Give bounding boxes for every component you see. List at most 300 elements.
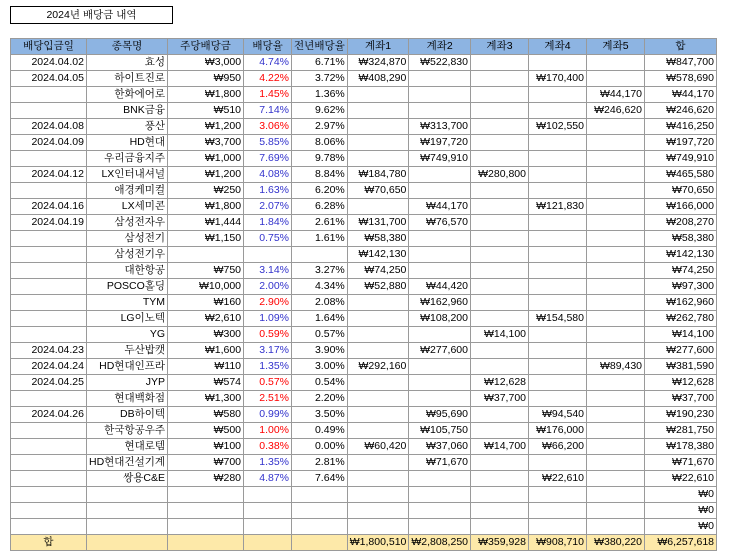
cell-account1[interactable] (347, 311, 409, 327)
cell-sum[interactable]: ₩197,720 (645, 135, 717, 151)
cell-account5[interactable] (587, 231, 645, 247)
cell-date[interactable]: 2024.04.24 (11, 359, 87, 375)
cell-date[interactable] (11, 311, 87, 327)
total-account3[interactable]: ₩359,928 (471, 535, 529, 551)
cell-account2[interactable]: ₩197,720 (409, 135, 471, 151)
cell-account2[interactable] (409, 231, 471, 247)
cell-date[interactable] (11, 183, 87, 199)
cell-prev-rate[interactable]: 8.06% (292, 135, 348, 151)
total-account5[interactable]: ₩380,220 (587, 535, 645, 551)
cell-date[interactable] (11, 151, 87, 167)
cell-sum[interactable]: ₩0 (645, 503, 717, 519)
cell-stock-name[interactable]: TYM (87, 295, 168, 311)
total-empty-cell[interactable] (244, 535, 292, 551)
cell-account3[interactable] (471, 519, 529, 535)
cell-date[interactable]: 2024.04.09 (11, 135, 87, 151)
cell-rate[interactable]: 1.35% (244, 359, 292, 375)
cell-stock-name[interactable]: HD현대인프라 (87, 359, 168, 375)
cell-account1[interactable] (347, 471, 409, 487)
cell-account2[interactable]: ₩162,960 (409, 295, 471, 311)
cell-dps[interactable]: ₩300 (168, 327, 244, 343)
cell-account3[interactable]: ₩14,700 (471, 439, 529, 455)
header-sum[interactable]: 합 (645, 39, 717, 55)
cell-stock-name[interactable]: HD현대 (87, 135, 168, 151)
cell-account2[interactable]: ₩105,750 (409, 423, 471, 439)
total-account2[interactable]: ₩2,808,250 (409, 535, 471, 551)
cell-account5[interactable] (587, 135, 645, 151)
cell-account2[interactable]: ₩37,060 (409, 439, 471, 455)
cell-sum[interactable]: ₩70,650 (645, 183, 717, 199)
total-empty-cell[interactable] (87, 535, 168, 551)
cell-stock-name[interactable]: BNK금융 (87, 103, 168, 119)
cell-rate[interactable]: 4.87% (244, 471, 292, 487)
cell-sum[interactable]: ₩166,000 (645, 199, 717, 215)
header-account3[interactable]: 계좌3 (471, 39, 529, 55)
cell-account3[interactable] (471, 199, 529, 215)
cell-date[interactable]: 2024.04.16 (11, 199, 87, 215)
cell-account4[interactable] (529, 55, 587, 71)
cell-date[interactable] (11, 87, 87, 103)
cell-dps[interactable]: ₩580 (168, 407, 244, 423)
cell-dps[interactable]: ₩280 (168, 471, 244, 487)
cell-rate[interactable]: 2.90% (244, 295, 292, 311)
total-label[interactable]: 합 (11, 535, 87, 551)
cell-sum[interactable]: ₩416,250 (645, 119, 717, 135)
cell-account2[interactable]: ₩313,700 (409, 119, 471, 135)
cell-account1[interactable] (347, 455, 409, 471)
cell-prev-rate[interactable]: 0.49% (292, 423, 348, 439)
cell-sum[interactable]: ₩749,910 (645, 151, 717, 167)
cell-dps[interactable] (168, 519, 244, 535)
cell-sum[interactable]: ₩0 (645, 519, 717, 535)
cell-rate[interactable]: 4.74% (244, 55, 292, 71)
cell-account5[interactable] (587, 167, 645, 183)
cell-account2[interactable]: ₩108,200 (409, 311, 471, 327)
cell-stock-name[interactable]: 삼성전자우 (87, 215, 168, 231)
cell-account4[interactable] (529, 135, 587, 151)
cell-rate[interactable] (244, 247, 292, 263)
cell-rate[interactable]: 2.00% (244, 279, 292, 295)
cell-account1[interactable]: ₩324,870 (347, 55, 409, 71)
cell-sum[interactable]: ₩162,960 (645, 295, 717, 311)
cell-dps[interactable]: ₩3,000 (168, 55, 244, 71)
cell-account5[interactable] (587, 327, 645, 343)
cell-date[interactable] (11, 423, 87, 439)
cell-account5[interactable] (587, 279, 645, 295)
cell-account4[interactable] (529, 487, 587, 503)
cell-account4[interactable] (529, 279, 587, 295)
cell-account4[interactable]: ₩176,000 (529, 423, 587, 439)
cell-sum[interactable]: ₩44,170 (645, 87, 717, 103)
cell-account1[interactable] (347, 343, 409, 359)
cell-prev-rate[interactable]: 2.20% (292, 391, 348, 407)
cell-account3[interactable] (471, 295, 529, 311)
cell-date[interactable] (11, 231, 87, 247)
cell-sum[interactable]: ₩37,700 (645, 391, 717, 407)
cell-account3[interactable]: ₩12,628 (471, 375, 529, 391)
cell-account4[interactable] (529, 263, 587, 279)
cell-date[interactable] (11, 295, 87, 311)
cell-stock-name[interactable] (87, 487, 168, 503)
total-sum[interactable]: ₩6,257,618 (645, 535, 717, 551)
cell-account2[interactable] (409, 327, 471, 343)
cell-account5[interactable] (587, 71, 645, 87)
cell-account4[interactable]: ₩94,540 (529, 407, 587, 423)
cell-account3[interactable] (471, 247, 529, 263)
cell-rate[interactable]: 5.85% (244, 135, 292, 151)
cell-rate[interactable] (244, 519, 292, 535)
cell-prev-rate[interactable]: 3.27% (292, 263, 348, 279)
cell-dps[interactable]: ₩750 (168, 263, 244, 279)
cell-account3[interactable] (471, 487, 529, 503)
cell-account3[interactable] (471, 215, 529, 231)
cell-account3[interactable] (471, 87, 529, 103)
cell-prev-rate[interactable]: 8.84% (292, 167, 348, 183)
cell-account1[interactable] (347, 119, 409, 135)
cell-dps[interactable]: ₩10,000 (168, 279, 244, 295)
cell-sum[interactable]: ₩381,590 (645, 359, 717, 375)
cell-sum[interactable]: ₩277,600 (645, 343, 717, 359)
cell-account4[interactable] (529, 327, 587, 343)
cell-account1[interactable] (347, 503, 409, 519)
cell-account1[interactable]: ₩52,880 (347, 279, 409, 295)
cell-account4[interactable] (529, 87, 587, 103)
cell-prev-rate[interactable]: 0.00% (292, 439, 348, 455)
cell-account5[interactable] (587, 55, 645, 71)
cell-account2[interactable] (409, 247, 471, 263)
cell-stock-name[interactable]: 한화에어로 (87, 87, 168, 103)
cell-account3[interactable]: ₩14,100 (471, 327, 529, 343)
cell-account4[interactable] (529, 455, 587, 471)
cell-prev-rate[interactable]: 2.97% (292, 119, 348, 135)
cell-account5[interactable] (587, 119, 645, 135)
cell-account5[interactable] (587, 439, 645, 455)
cell-sum[interactable]: ₩142,130 (645, 247, 717, 263)
cell-account3[interactable] (471, 71, 529, 87)
cell-account5[interactable] (587, 263, 645, 279)
cell-account5[interactable]: ₩246,620 (587, 103, 645, 119)
header-rate[interactable]: 배당율 (244, 39, 292, 55)
cell-account5[interactable] (587, 247, 645, 263)
cell-account5[interactable] (587, 423, 645, 439)
cell-stock-name[interactable]: 두산밥캣 (87, 343, 168, 359)
cell-prev-rate[interactable]: 1.64% (292, 311, 348, 327)
cell-account4[interactable]: ₩22,610 (529, 471, 587, 487)
cell-stock-name[interactable]: 풍산 (87, 119, 168, 135)
cell-account2[interactable] (409, 87, 471, 103)
header-account2[interactable]: 계좌2 (409, 39, 471, 55)
cell-rate[interactable]: 0.59% (244, 327, 292, 343)
cell-date[interactable]: 2024.04.02 (11, 55, 87, 71)
cell-account4[interactable]: ₩154,580 (529, 311, 587, 327)
cell-sum[interactable]: ₩208,270 (645, 215, 717, 231)
cell-date[interactable]: 2024.04.19 (11, 215, 87, 231)
cell-dps[interactable]: ₩1,800 (168, 199, 244, 215)
cell-account5[interactable] (587, 343, 645, 359)
cell-account4[interactable] (529, 103, 587, 119)
cell-rate[interactable]: 1.35% (244, 455, 292, 471)
cell-rate[interactable]: 1.09% (244, 311, 292, 327)
cell-account4[interactable] (529, 183, 587, 199)
cell-account3[interactable] (471, 423, 529, 439)
cell-account2[interactable]: ₩44,170 (409, 199, 471, 215)
header-account4[interactable]: 계좌4 (529, 39, 587, 55)
cell-account2[interactable]: ₩749,910 (409, 151, 471, 167)
cell-account1[interactable]: ₩74,250 (347, 263, 409, 279)
cell-stock-name[interactable] (87, 503, 168, 519)
cell-account5[interactable] (587, 311, 645, 327)
cell-account1[interactable]: ₩60,420 (347, 439, 409, 455)
cell-sum[interactable]: ₩74,250 (645, 263, 717, 279)
cell-sum[interactable]: ₩178,380 (645, 439, 717, 455)
cell-account2[interactable] (409, 183, 471, 199)
cell-account2[interactable]: ₩76,570 (409, 215, 471, 231)
cell-sum[interactable]: ₩58,380 (645, 231, 717, 247)
cell-date[interactable] (11, 279, 87, 295)
cell-account2[interactable]: ₩71,670 (409, 455, 471, 471)
cell-stock-name[interactable]: 하이트진로 (87, 71, 168, 87)
cell-rate[interactable] (244, 503, 292, 519)
cell-rate[interactable]: 4.22% (244, 71, 292, 87)
cell-account1[interactable]: ₩184,780 (347, 167, 409, 183)
cell-prev-rate[interactable]: 3.00% (292, 359, 348, 375)
cell-account5[interactable] (587, 407, 645, 423)
cell-sum[interactable]: ₩14,100 (645, 327, 717, 343)
cell-account1[interactable]: ₩142,130 (347, 247, 409, 263)
cell-rate[interactable]: 1.63% (244, 183, 292, 199)
cell-prev-rate[interactable]: 0.57% (292, 327, 348, 343)
cell-account3[interactable] (471, 471, 529, 487)
cell-sum[interactable]: ₩190,230 (645, 407, 717, 423)
cell-account3[interactable] (471, 183, 529, 199)
total-account1[interactable]: ₩1,800,510 (347, 535, 409, 551)
cell-account1[interactable] (347, 199, 409, 215)
cell-account1[interactable]: ₩408,290 (347, 71, 409, 87)
cell-prev-rate[interactable]: 3.90% (292, 343, 348, 359)
cell-account2[interactable] (409, 359, 471, 375)
cell-rate[interactable]: 3.14% (244, 263, 292, 279)
cell-prev-rate[interactable] (292, 519, 348, 535)
cell-prev-rate[interactable]: 6.28% (292, 199, 348, 215)
cell-date[interactable] (11, 487, 87, 503)
cell-account2[interactable] (409, 471, 471, 487)
cell-stock-name[interactable]: 한국항공우주 (87, 423, 168, 439)
cell-account4[interactable] (529, 231, 587, 247)
cell-stock-name[interactable]: 효성 (87, 55, 168, 71)
cell-account1[interactable] (347, 87, 409, 103)
cell-stock-name[interactable]: 대한항공 (87, 263, 168, 279)
cell-stock-name[interactable]: POSCO홀딩 (87, 279, 168, 295)
cell-rate[interactable]: 0.99% (244, 407, 292, 423)
cell-account2[interactable] (409, 487, 471, 503)
cell-rate[interactable]: 0.57% (244, 375, 292, 391)
cell-account5[interactable] (587, 215, 645, 231)
cell-account3[interactable] (471, 343, 529, 359)
cell-date[interactable]: 2024.04.08 (11, 119, 87, 135)
cell-account5[interactable] (587, 199, 645, 215)
cell-sum[interactable]: ₩22,610 (645, 471, 717, 487)
cell-stock-name[interactable]: LX세미콘 (87, 199, 168, 215)
cell-prev-rate[interactable]: 6.20% (292, 183, 348, 199)
cell-account1[interactable] (347, 407, 409, 423)
cell-dps[interactable]: ₩110 (168, 359, 244, 375)
cell-rate[interactable]: 1.45% (244, 87, 292, 103)
cell-prev-rate[interactable]: 0.54% (292, 375, 348, 391)
cell-stock-name[interactable]: HD현대건설기계 (87, 455, 168, 471)
cell-account5[interactable] (587, 503, 645, 519)
cell-account4[interactable] (529, 391, 587, 407)
cell-account5[interactable]: ₩44,170 (587, 87, 645, 103)
cell-account3[interactable] (471, 279, 529, 295)
cell-account2[interactable] (409, 519, 471, 535)
cell-account3[interactable]: ₩280,800 (471, 167, 529, 183)
cell-account2[interactable] (409, 503, 471, 519)
cell-account1[interactable]: ₩292,160 (347, 359, 409, 375)
cell-account1[interactable] (347, 487, 409, 503)
cell-account2[interactable]: ₩95,690 (409, 407, 471, 423)
cell-account2[interactable]: ₩44,420 (409, 279, 471, 295)
cell-dps[interactable]: ₩100 (168, 439, 244, 455)
cell-account3[interactable] (471, 503, 529, 519)
total-account4[interactable]: ₩908,710 (529, 535, 587, 551)
cell-account5[interactable] (587, 519, 645, 535)
cell-prev-rate[interactable]: 7.64% (292, 471, 348, 487)
cell-date[interactable] (11, 391, 87, 407)
cell-stock-name[interactable]: 삼성전기 (87, 231, 168, 247)
cell-account3[interactable] (471, 311, 529, 327)
cell-account5[interactable]: ₩89,430 (587, 359, 645, 375)
cell-account4[interactable] (529, 215, 587, 231)
cell-account1[interactable] (347, 423, 409, 439)
cell-account2[interactable] (409, 375, 471, 391)
cell-dps[interactable]: ₩160 (168, 295, 244, 311)
cell-account2[interactable] (409, 71, 471, 87)
cell-dps[interactable]: ₩2,610 (168, 311, 244, 327)
cell-account2[interactable] (409, 391, 471, 407)
cell-dps[interactable]: ₩1,000 (168, 151, 244, 167)
header-dps[interactable]: 주당배당금 (168, 39, 244, 55)
cell-dps[interactable]: ₩500 (168, 423, 244, 439)
cell-rate[interactable]: 3.17% (244, 343, 292, 359)
cell-rate[interactable]: 2.51% (244, 391, 292, 407)
cell-account3[interactable]: ₩37,700 (471, 391, 529, 407)
cell-account4[interactable] (529, 503, 587, 519)
cell-prev-rate[interactable]: 2.61% (292, 215, 348, 231)
cell-dps[interactable]: ₩510 (168, 103, 244, 119)
header-account1[interactable]: 계좌1 (347, 39, 409, 55)
cell-dps[interactable]: ₩3,700 (168, 135, 244, 151)
cell-date[interactable] (11, 519, 87, 535)
cell-prev-rate[interactable] (292, 503, 348, 519)
cell-dps[interactable]: ₩1,600 (168, 343, 244, 359)
cell-account1[interactable] (347, 295, 409, 311)
cell-rate[interactable]: 1.84% (244, 215, 292, 231)
cell-prev-rate[interactable] (292, 487, 348, 503)
cell-account1[interactable] (347, 135, 409, 151)
header-prev-rate[interactable]: 전년배당율 (292, 39, 348, 55)
cell-rate[interactable]: 4.08% (244, 167, 292, 183)
cell-prev-rate[interactable]: 1.36% (292, 87, 348, 103)
cell-dps[interactable]: ₩950 (168, 71, 244, 87)
cell-date[interactable]: 2024.04.25 (11, 375, 87, 391)
cell-account2[interactable] (409, 103, 471, 119)
header-account5[interactable]: 계좌5 (587, 39, 645, 55)
cell-prev-rate[interactable]: 3.72% (292, 71, 348, 87)
cell-rate[interactable]: 3.06% (244, 119, 292, 135)
cell-account3[interactable] (471, 119, 529, 135)
cell-account2[interactable] (409, 167, 471, 183)
cell-dps[interactable]: ₩700 (168, 455, 244, 471)
cell-account3[interactable] (471, 231, 529, 247)
cell-dps[interactable]: ₩1,200 (168, 119, 244, 135)
cell-account1[interactable] (347, 327, 409, 343)
cell-stock-name[interactable]: LG이노텍 (87, 311, 168, 327)
cell-account1[interactable] (347, 103, 409, 119)
cell-rate[interactable]: 7.69% (244, 151, 292, 167)
cell-prev-rate[interactable]: 9.78% (292, 151, 348, 167)
cell-account3[interactable] (471, 407, 529, 423)
cell-dps[interactable]: ₩1,150 (168, 231, 244, 247)
cell-account2[interactable] (409, 263, 471, 279)
cell-account5[interactable] (587, 471, 645, 487)
cell-account3[interactable] (471, 151, 529, 167)
cell-account5[interactable] (587, 391, 645, 407)
cell-dps[interactable] (168, 487, 244, 503)
cell-stock-name[interactable]: 현대백화점 (87, 391, 168, 407)
cell-prev-rate[interactable]: 3.50% (292, 407, 348, 423)
cell-account5[interactable] (587, 183, 645, 199)
cell-prev-rate[interactable]: 2.08% (292, 295, 348, 311)
cell-stock-name[interactable]: 우리금융지주 (87, 151, 168, 167)
cell-date[interactable] (11, 103, 87, 119)
cell-account1[interactable] (347, 375, 409, 391)
cell-rate[interactable]: 2.07% (244, 199, 292, 215)
cell-sum[interactable]: ₩281,750 (645, 423, 717, 439)
cell-prev-rate[interactable] (292, 247, 348, 263)
cell-account1[interactable]: ₩58,380 (347, 231, 409, 247)
cell-stock-name[interactable]: LX인터내셔널 (87, 167, 168, 183)
cell-stock-name[interactable]: 쌍용C&E (87, 471, 168, 487)
cell-account3[interactable] (471, 103, 529, 119)
cell-stock-name[interactable]: 현대로템 (87, 439, 168, 455)
cell-date[interactable]: 2024.04.05 (11, 71, 87, 87)
cell-prev-rate[interactable]: 1.61% (292, 231, 348, 247)
cell-account4[interactable] (529, 343, 587, 359)
cell-account4[interactable]: ₩66,200 (529, 439, 587, 455)
cell-dps[interactable]: ₩250 (168, 183, 244, 199)
cell-prev-rate[interactable]: 2.81% (292, 455, 348, 471)
cell-account3[interactable] (471, 455, 529, 471)
cell-sum[interactable]: ₩246,620 (645, 103, 717, 119)
cell-account3[interactable] (471, 263, 529, 279)
cell-account4[interactable] (529, 151, 587, 167)
cell-account1[interactable] (347, 519, 409, 535)
cell-account1[interactable] (347, 151, 409, 167)
cell-date[interactable]: 2024.04.26 (11, 407, 87, 423)
cell-date[interactable] (11, 455, 87, 471)
cell-account4[interactable] (529, 295, 587, 311)
cell-account2[interactable]: ₩522,830 (409, 55, 471, 71)
cell-sum[interactable]: ₩847,700 (645, 55, 717, 71)
cell-account4[interactable] (529, 519, 587, 535)
cell-account2[interactable]: ₩277,600 (409, 343, 471, 359)
cell-date[interactable] (11, 327, 87, 343)
cell-dps[interactable]: ₩574 (168, 375, 244, 391)
cell-rate[interactable]: 0.75% (244, 231, 292, 247)
cell-account5[interactable] (587, 455, 645, 471)
cell-sum[interactable]: ₩97,300 (645, 279, 717, 295)
cell-account3[interactable] (471, 55, 529, 71)
